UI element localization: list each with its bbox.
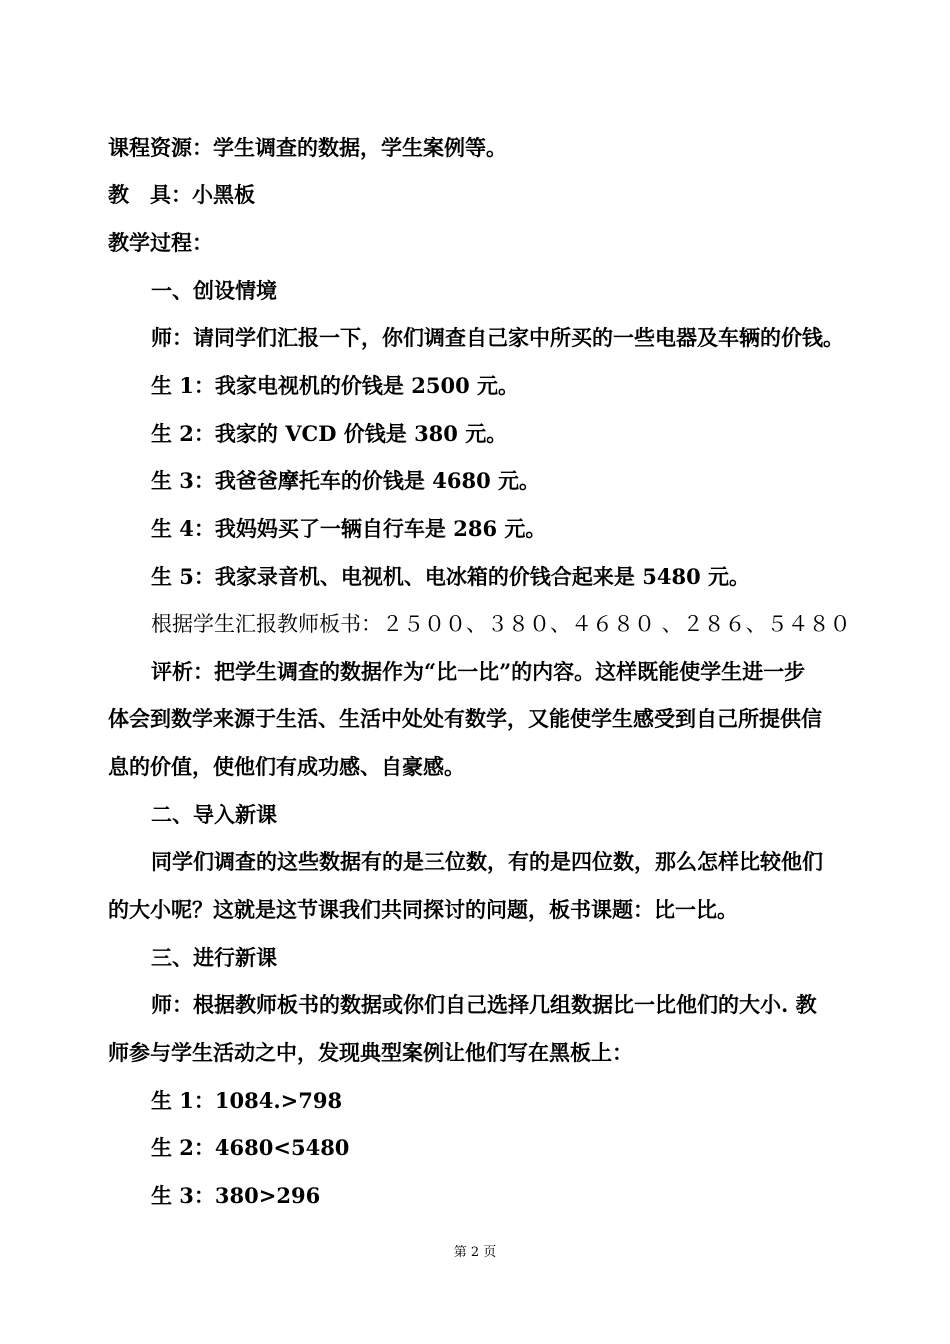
text-line: 生 3：380>296 bbox=[151, 1183, 321, 1208]
text-line: 师参与学生活动之中，发现典型案例让他们写在黑板上： bbox=[108, 1040, 633, 1065]
text-line: 教 具：小黑板 bbox=[108, 182, 255, 207]
text-line: 生 1：我家电视机的价钱是 2500 元。 bbox=[151, 373, 519, 398]
text-line: 师：根据教师板书的数据或你们自己选择几组数据比一比他们的大小. 教 bbox=[151, 992, 817, 1017]
text-line: 师：请同学们汇报一下，你们调查自己家中所买的一些电器及车辆的价钱。 bbox=[151, 325, 844, 350]
text-line: 体会到数学来源于生活、生活中处处有数学，又能使学生感受到自己所提供信 bbox=[108, 706, 822, 731]
text-line: 同学们调查的这些数据有的是三位数，有的是四位数，那么怎样比较他们 bbox=[151, 849, 823, 874]
text-line: 课程资源：学生调查的数据，学生案例等。 bbox=[108, 135, 507, 160]
text-line: 教学过程： bbox=[108, 230, 213, 255]
text-line: 根据学生汇报教师板书：２５００、３８０、４６８０ 、２８６、５４８０ bbox=[151, 612, 851, 636]
text-line: 生 5：我家录音机、电视机、电冰箱的价钱合起来是 5480 元。 bbox=[151, 564, 750, 589]
text-line: 生 1：1084.>798 bbox=[151, 1088, 343, 1113]
text-line: 生 2：4680<5480 bbox=[151, 1135, 350, 1160]
page-number: 第 2 页 bbox=[453, 1245, 497, 1260]
section-heading: 二、导入新课 bbox=[151, 802, 277, 827]
text-line: 生 4：我妈妈买了一辆自行车是 286 元。 bbox=[151, 516, 547, 541]
text-line: 评析：把学生调查的数据作为“比一比”的内容。这样既能使学生进一步 bbox=[151, 659, 806, 684]
section-heading: 一、创设情境 bbox=[151, 278, 277, 303]
section-heading: 三、进行新课 bbox=[151, 945, 277, 970]
text-line: 生 2：我家的 VCD 价钱是 380 元。 bbox=[151, 421, 508, 446]
text-line: 生 3：我爸爸摩托车的价钱是 4680 元。 bbox=[151, 468, 540, 493]
text-line: 的大小呢？这就是这节课我们共同探讨的问题，板书课题：比一比。 bbox=[108, 897, 738, 922]
text-line: 息的价值，使他们有成功感、自豪感。 bbox=[108, 754, 465, 779]
